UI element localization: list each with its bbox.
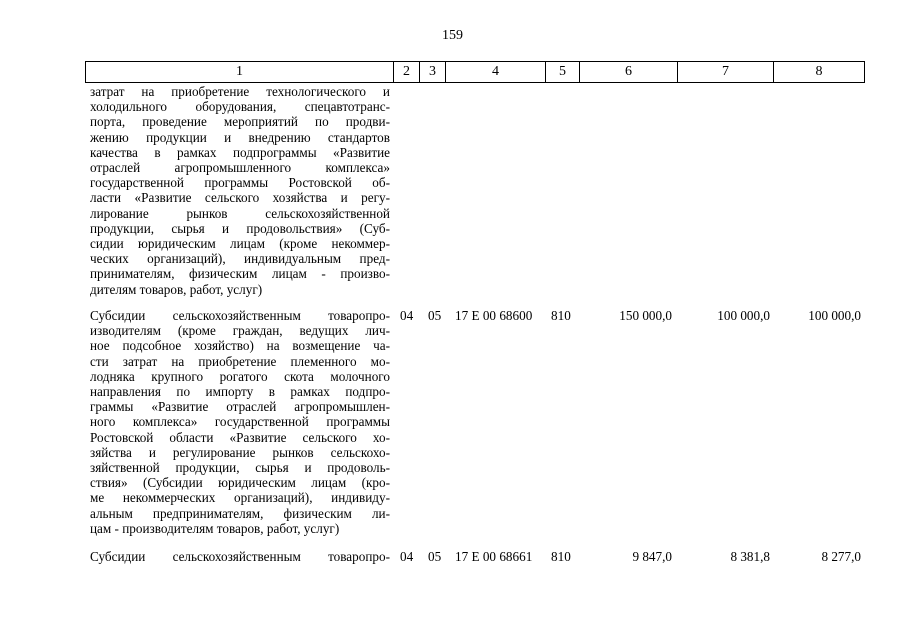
cell-target-article: 17 Е 00 68661 [455,549,533,564]
description-line: принимателям, физическим лицам - произво- [90,266,390,282]
cell-amount-col8: 100 000,0 [808,308,861,323]
description-line: Субсидии сельскохозяйственным товаропро- [90,549,390,564]
header-col-7: 7 [678,62,774,83]
page-number: 159 [442,28,463,43]
cell-amount-col8: 8 277,0 [821,549,861,564]
description-line: сидии юридическим лицам (кроме некоммер- [90,236,390,252]
description-line: порта, проведение мероприятий по продви- [90,114,390,130]
description-line: зяйственной продукции, сырья и продоволь- [90,460,390,476]
cell-amount-col6: 150 000,0 [619,308,672,323]
cell-subsection: 05 [428,308,442,323]
cell-expense-type: 810 [551,549,571,564]
cell-target-article: 17 Е 00 68600 [455,308,533,323]
cell-amount-col7: 100 000,0 [717,308,770,323]
description-line: лодняка крупного рогатого скота молочного [90,368,390,384]
description-line: Субсидии сельскохозяйственным товаропро- [90,308,390,323]
description-line: дителям товаров, работ, услуг) [90,281,263,297]
table-header [85,61,865,83]
cell-amount-col6: 9 847,0 [632,549,672,564]
description-line: жению продукции и внедрению стандартов [90,129,390,145]
cell-section: 04 [400,549,414,564]
description-line: альным предпринимателям, физическим ли- [90,505,390,521]
description-line: затрат на приобретение технологического и [90,84,390,99]
description-line: государственной программы Ростовской об- [90,175,390,191]
header-col-2: 2 [394,62,420,83]
header-col-1: 1 [86,62,394,83]
header-col-5: 5 [546,62,580,83]
description-line: ное подсобное хозяйство) на возмещение ча- [90,338,390,354]
description-line: зяйства и регулирование рынков сельскохо- [90,444,390,460]
description-line: лирование рынков сельскохозяйственной [90,205,390,221]
header-row [86,62,865,83]
cell-expense-type: 810 [551,308,571,323]
description-line: изводителям (кроме граждан, ведущих лич- [90,323,390,339]
header-col-3: 3 [420,62,446,83]
description-line: сти затрат на приобретение племенного мо- [90,353,390,369]
description-line: продукции, сырья и продовольствия» (Суб- [90,220,390,236]
description-line: ческих организаций), индивидуальным пред- [90,251,390,267]
description-line: Ростовской области «Развитие сельского хо- [90,429,390,445]
row-description [90,549,390,564]
description-line: ного комплекса» государственной программы [90,414,390,430]
description-line: направления по импорту в рамках подпро- [90,384,390,400]
row-description [90,84,390,297]
description-line: ласти «Развитие сельского хозяйства и регу- [90,190,390,206]
description-line: ствия» (Субсидии юридическим лицам (кро- [90,475,390,491]
header-col-8: 8 [774,62,865,83]
cell-subsection: 05 [428,549,442,564]
description-line: качества в рамках подпрограммы «Развитие [90,144,390,160]
description-line: отраслей агропромышленного комплекса» [90,160,390,176]
cell-section: 04 [400,308,414,323]
description-line: холодильного оборудования, спецавтотранс- [90,99,390,115]
cell-amount-col7: 8 381,8 [730,549,770,564]
description-line: цам - производителям товаров, работ, услуг) [90,520,340,536]
description-line: граммы «Развитие отраслей агропромышлен- [90,399,390,415]
header-col-6: 6 [580,62,678,83]
header-col-4: 4 [446,62,546,83]
row-description [90,308,390,536]
description-line: ме некоммерческих организаций), индивиду- [90,490,390,506]
